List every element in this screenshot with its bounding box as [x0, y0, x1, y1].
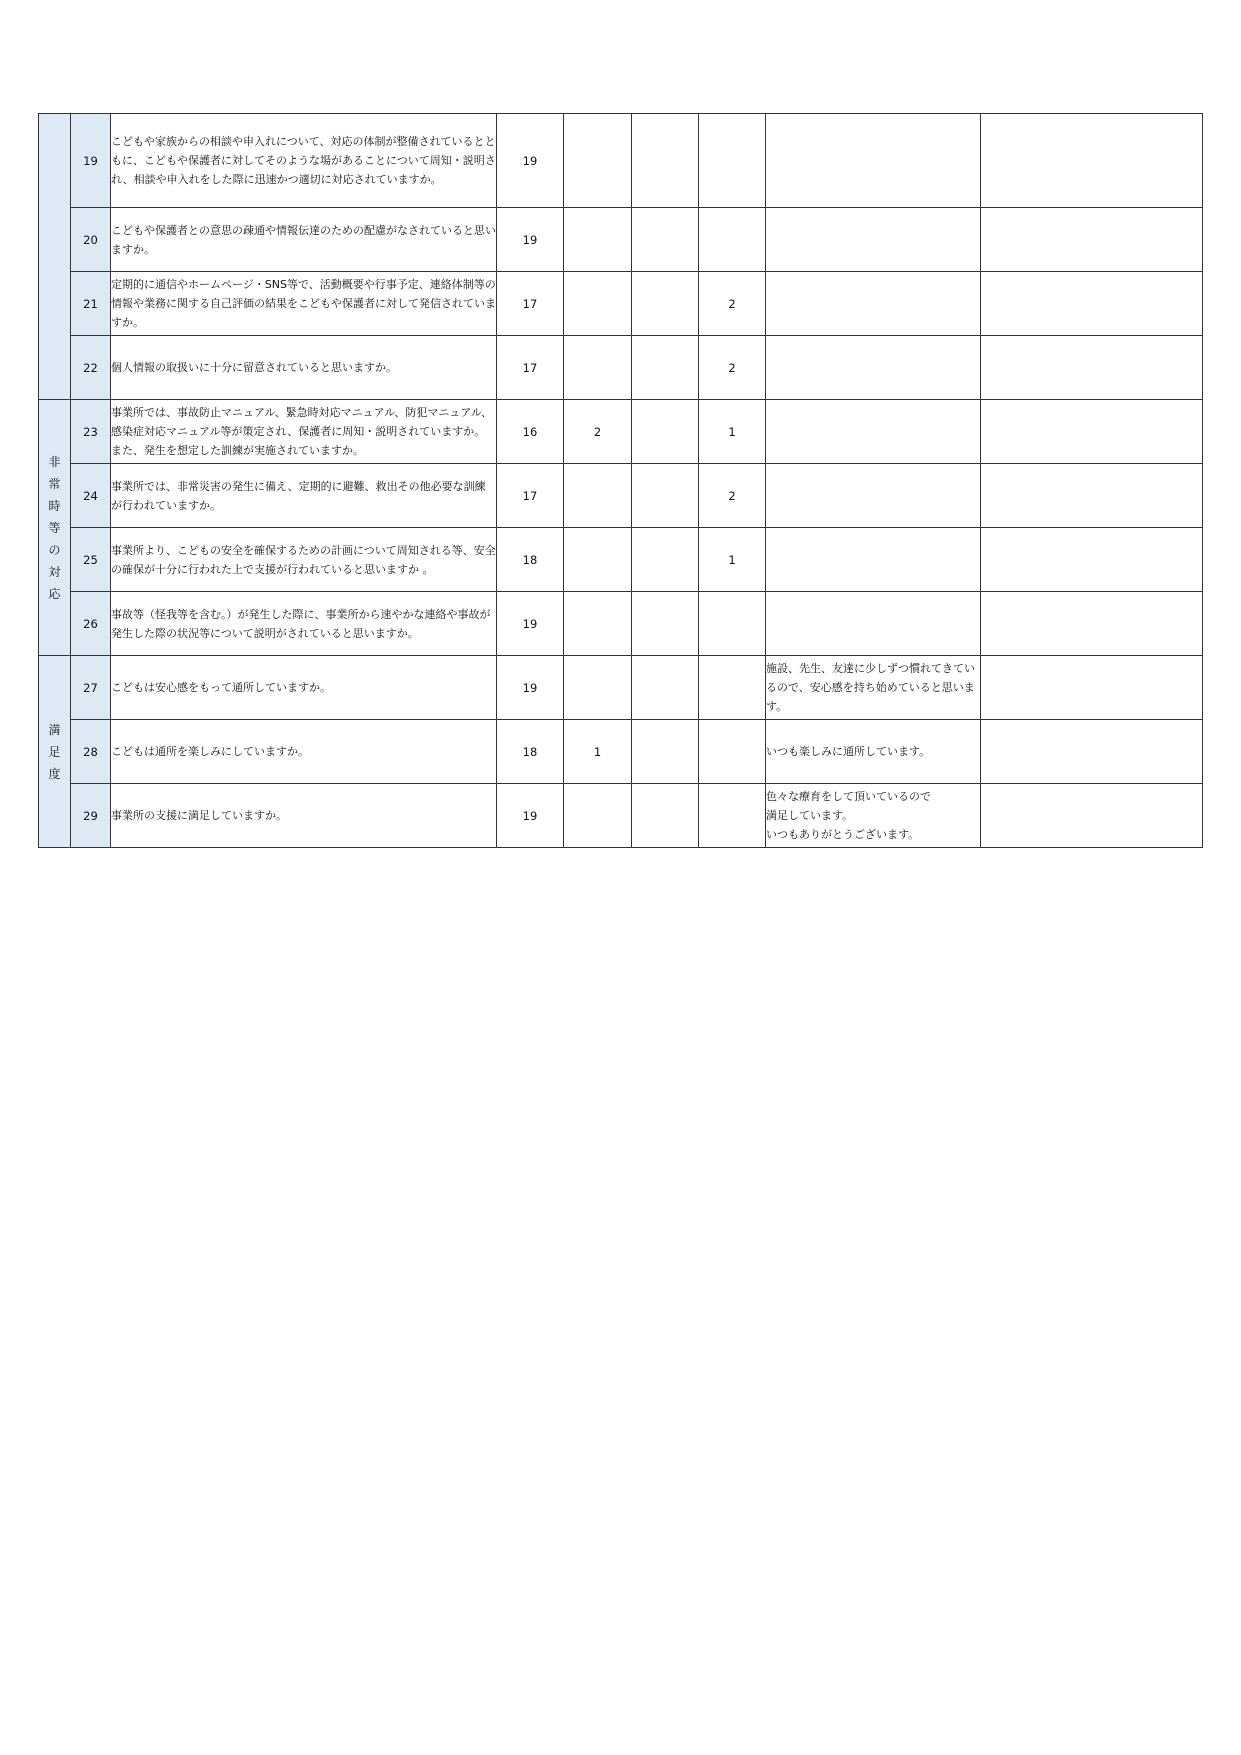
- count-somewhat: [564, 784, 632, 848]
- comment-cell: いつも楽しみに通所しています。: [766, 720, 981, 784]
- extra-cell: [981, 528, 1203, 592]
- count-unknown: [699, 208, 766, 272]
- question-text: こどもや保護者との意思の疎通や情報伝達のための配慮がなされていると思いますか。: [111, 208, 497, 272]
- count-yes: 17: [497, 272, 564, 336]
- row-number: 21: [71, 272, 111, 336]
- comment-cell: 色々な療育をして頂いているので 満足しています。 いつもありがとうございます。: [766, 784, 981, 848]
- table-row: [39, 528, 1203, 592]
- category-label: 非常時等の対応: [48, 454, 61, 601]
- count-somewhat: [564, 592, 632, 656]
- count-somewhat: [564, 114, 632, 208]
- question-text: 事故等（怪我等を含む。）が発生した際に、事業所から速やかな連絡や事故が発生した際の状況等について説明がされていると思いますか。: [111, 592, 497, 656]
- count-somewhat: [564, 336, 632, 400]
- row-number: 26: [71, 592, 111, 656]
- question-text: 事業所より、こどもの安全を確保するための計画について周知される等、安全の確保が十分に行われた上で支援が行われていると思いますか 。: [111, 528, 497, 592]
- count-no: [632, 656, 699, 720]
- extra-cell: [981, 592, 1203, 656]
- table-row: [39, 656, 1203, 720]
- count-unknown: 1: [699, 400, 766, 464]
- count-somewhat: 1: [564, 720, 632, 784]
- table-row: [39, 464, 1203, 528]
- question-text: 個人情報の取扱いに十分に留意されていると思いますか。: [111, 336, 497, 400]
- count-no: [632, 528, 699, 592]
- count-yes: 17: [497, 336, 564, 400]
- extra-cell: [981, 656, 1203, 720]
- comment-cell: [766, 336, 981, 400]
- comment-cell: 施設、先生、友達に少しずつ慣れてきているので、安心感を持ち始めていると思います。: [766, 656, 981, 720]
- category-cell-continued: [39, 114, 71, 400]
- extra-cell: [981, 336, 1203, 400]
- category-satisfaction: [39, 656, 71, 848]
- question-text: 事業所では、非常災害の発生に備え、定期的に避難、救出その他必要な訓練が行われていますか。: [111, 464, 497, 528]
- table-row: [39, 272, 1203, 336]
- row-number: 23: [71, 400, 111, 464]
- count-no: [632, 336, 699, 400]
- extra-cell: [981, 720, 1203, 784]
- extra-cell: [981, 208, 1203, 272]
- table-row: [39, 720, 1203, 784]
- row-number: 24: [71, 464, 111, 528]
- count-somewhat: 2: [564, 400, 632, 464]
- count-unknown: [699, 656, 766, 720]
- comment-cell: [766, 464, 981, 528]
- table-row: [39, 114, 1203, 208]
- count-unknown: 1: [699, 528, 766, 592]
- comment-cell: [766, 528, 981, 592]
- table-row: [39, 784, 1203, 848]
- question-text: こどもや家族からの相談や申入れについて、対応の体制が整備されているとともに、こどもや保護者に対してそのような場があることについて周知・説明され、相談や申入れをした際に迅速かつ適切に対応されていますか。: [111, 114, 497, 208]
- row-number: 22: [71, 336, 111, 400]
- count-unknown: 2: [699, 272, 766, 336]
- survey-table: [38, 113, 1203, 848]
- count-yes: 19: [497, 656, 564, 720]
- count-no: [632, 208, 699, 272]
- count-yes: 18: [497, 720, 564, 784]
- comment-cell: [766, 400, 981, 464]
- extra-cell: [981, 272, 1203, 336]
- row-number: 20: [71, 208, 111, 272]
- count-no: [632, 464, 699, 528]
- count-yes: 19: [497, 592, 564, 656]
- count-somewhat: [564, 656, 632, 720]
- count-no: [632, 720, 699, 784]
- table-row: [39, 208, 1203, 272]
- comment-cell: [766, 592, 981, 656]
- row-number: 28: [71, 720, 111, 784]
- count-unknown: [699, 784, 766, 848]
- comment-cell: [766, 272, 981, 336]
- count-yes: 19: [497, 114, 564, 208]
- question-text: 定期的に通信やホームページ・SNS等で、活動概要や行事予定、連絡体制等の情報や業務に関する自己評価の結果をこどもや保護者に対して発信されていますか。: [111, 272, 497, 336]
- category-label: 満足度: [48, 722, 61, 781]
- count-yes: 17: [497, 464, 564, 528]
- extra-cell: [981, 114, 1203, 208]
- question-text: 事業所では、事故防止マニュアル、緊急時対応マニュアル、防犯マニュアル、感染症対応マニュアル等が策定され、保護者に周知・説明されていますか。また、発生を想定した訓練が実施されていますか。: [111, 400, 497, 464]
- count-unknown: [699, 114, 766, 208]
- table-row: [39, 592, 1203, 656]
- count-somewhat: [564, 208, 632, 272]
- row-number: 29: [71, 784, 111, 848]
- count-unknown: [699, 592, 766, 656]
- count-no: [632, 784, 699, 848]
- count-yes: 18: [497, 528, 564, 592]
- category-emergency: [39, 400, 71, 656]
- row-number: 19: [71, 114, 111, 208]
- count-yes: 19: [497, 208, 564, 272]
- question-text: こどもは通所を楽しみにしていますか。: [111, 720, 497, 784]
- comment-cell: [766, 114, 981, 208]
- extra-cell: [981, 784, 1203, 848]
- count-yes: 19: [497, 784, 564, 848]
- count-no: [632, 114, 699, 208]
- count-no: [632, 272, 699, 336]
- question-text: 事業所の支援に満足していますか。: [111, 784, 497, 848]
- count-unknown: 2: [699, 336, 766, 400]
- count-somewhat: [564, 464, 632, 528]
- row-number: 25: [71, 528, 111, 592]
- comment-cell: [766, 208, 981, 272]
- count-no: [632, 592, 699, 656]
- extra-cell: [981, 400, 1203, 464]
- table-row: [39, 400, 1203, 464]
- count-unknown: [699, 720, 766, 784]
- row-number: 27: [71, 656, 111, 720]
- question-text: こどもは安心感をもって通所していますか。: [111, 656, 497, 720]
- extra-cell: [981, 464, 1203, 528]
- count-somewhat: [564, 272, 632, 336]
- count-unknown: 2: [699, 464, 766, 528]
- count-somewhat: [564, 528, 632, 592]
- count-no: [632, 400, 699, 464]
- table-row: [39, 336, 1203, 400]
- count-yes: 16: [497, 400, 564, 464]
